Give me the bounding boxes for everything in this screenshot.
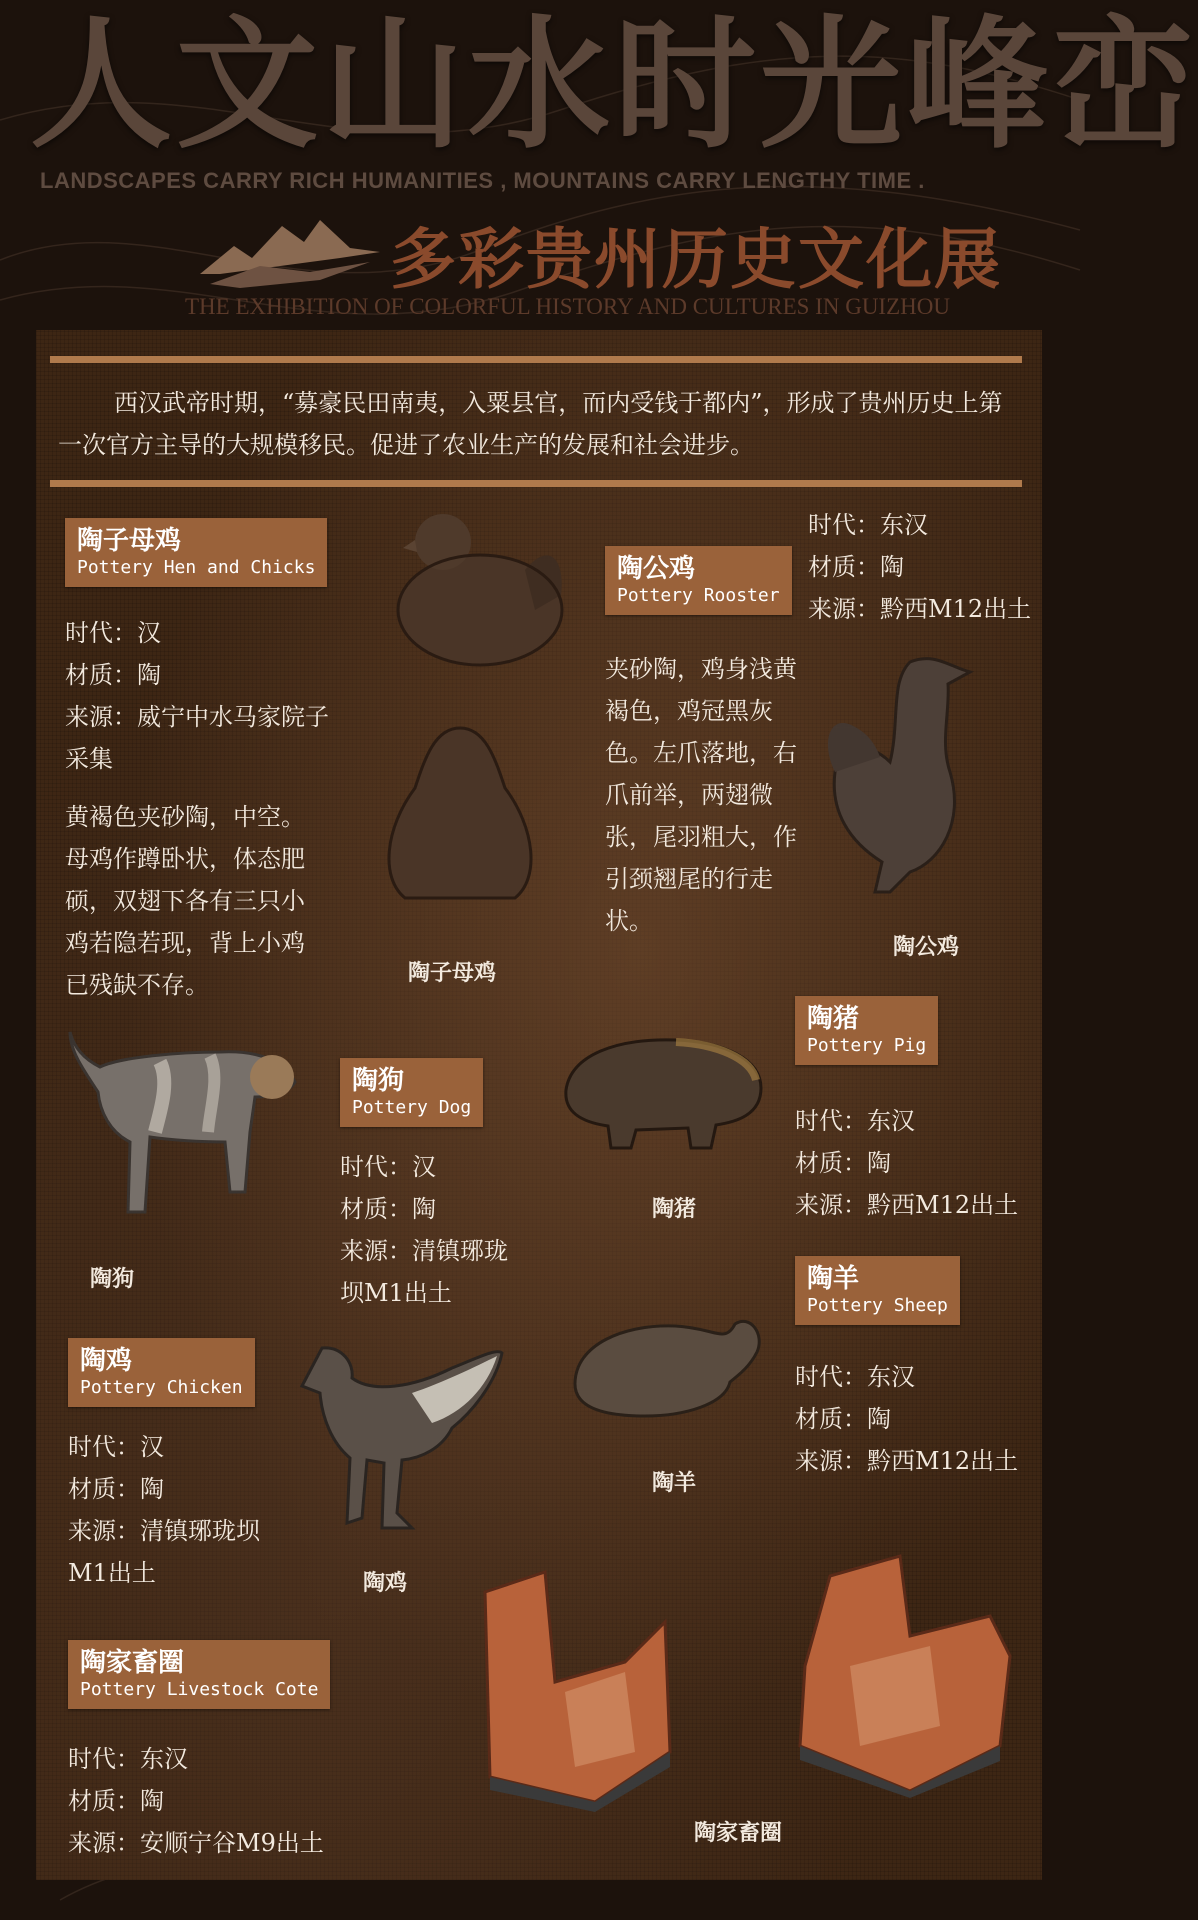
caption-pig: 陶猪 — [652, 1197, 697, 1222]
main-subtitle: LANDSCAPES CARRY RICH HUMANITIES , MOUNTAINS CARRY LENGTHY TIME . — [40, 168, 925, 193]
label-cote-cn: 陶家畜圈 — [80, 1648, 185, 1678]
label-hen-cn: 陶子母鸡 — [77, 526, 182, 556]
info-sheep — [795, 1356, 1018, 1482]
info-chicken-era: 时代：汉 — [68, 1433, 164, 1461]
label-rooster-en: Pottery Rooster — [617, 585, 780, 606]
label-cote — [68, 1640, 330, 1709]
info-pig-era: 时代：东汉 — [795, 1107, 915, 1135]
info-hen — [65, 612, 335, 780]
pottery-pig-image — [556, 1030, 766, 1150]
info-chicken-material: 材质：陶 — [68, 1475, 164, 1503]
label-rooster — [605, 546, 792, 615]
exhibition-subtitle: THE EXHIBITION OF COLORFUL HISTORY AND CULTURES IN GUIZHOU — [185, 294, 950, 319]
label-cote-en: Pottery Livestock Cote — [80, 1679, 319, 1700]
label-sheep — [795, 1256, 960, 1325]
label-pig-cn: 陶猪 — [807, 1004, 860, 1034]
info-cote — [68, 1738, 324, 1864]
label-hen-en: Pottery Hen and Chicks — [77, 557, 316, 578]
info-dog — [340, 1146, 530, 1314]
info-cote-era: 时代：东汉 — [68, 1745, 188, 1773]
caption-hen: 陶子母鸡 — [408, 961, 497, 986]
pottery-hen-back-image — [375, 718, 545, 908]
info-chicken — [68, 1426, 268, 1594]
divider-top — [50, 356, 1022, 363]
exhibition-title: 多彩贵州历史文化展 — [390, 220, 1002, 298]
info-cote-source: 来源：安顺宁谷M9出土 — [68, 1829, 324, 1857]
caption-dog: 陶狗 — [90, 1267, 135, 1292]
label-hen — [65, 518, 327, 587]
info-cote-material: 材质：陶 — [68, 1787, 164, 1815]
pottery-hen-image — [375, 500, 575, 680]
label-dog — [340, 1058, 483, 1127]
info-chicken-source: 来源：清镇琊珑坝M1出土 — [68, 1517, 260, 1587]
label-sheep-cn: 陶羊 — [807, 1264, 860, 1294]
info-rooster-material: 材质：陶 — [808, 553, 904, 581]
info-pig — [795, 1100, 1018, 1226]
info-dog-source: 来源：清镇琊珑坝M1出土 — [340, 1237, 508, 1307]
label-chicken — [68, 1338, 255, 1407]
intro-text: 西汉武帝时期，“募豪民田南夷，入粟县官，而内受钱于都内”，形成了贵州历史上第一次官方主导的大规模移民。促进了农业生产的发展和社会进步。 — [58, 389, 1003, 459]
divider-bottom — [50, 480, 1022, 487]
caption-sheep: 陶羊 — [652, 1471, 697, 1496]
mountain-logo-icon — [200, 212, 380, 288]
info-rooster — [808, 504, 1031, 630]
label-chicken-cn: 陶鸡 — [80, 1346, 133, 1376]
info-sheep-source: 来源：黔西M12出土 — [795, 1447, 1019, 1475]
label-pig — [795, 996, 938, 1065]
pottery-cote-image-2 — [790, 1546, 1015, 1796]
pottery-cote-image-1 — [475, 1562, 675, 1812]
info-rooster-source: 来源：黔西M12出土 — [808, 595, 1032, 623]
info-hen-source: 来源：威宁中水马家院子采集 — [65, 703, 329, 773]
pottery-dog-image — [60, 1022, 300, 1244]
info-hen-era: 时代：汉 — [65, 619, 161, 647]
label-chicken-en: Pottery Chicken — [80, 1377, 243, 1398]
pottery-sheep-image — [565, 1304, 765, 1424]
info-pig-source: 来源：黔西M12出土 — [795, 1191, 1019, 1219]
caption-cote: 陶家畜圈 — [694, 1821, 783, 1846]
caption-chicken: 陶鸡 — [363, 1571, 408, 1596]
label-pig-en: Pottery Pig — [807, 1035, 927, 1056]
info-dog-material: 材质：陶 — [340, 1195, 436, 1223]
info-rooster-era: 时代：东汉 — [808, 511, 928, 539]
label-dog-en: Pottery Dog — [352, 1097, 472, 1118]
info-pig-material: 材质：陶 — [795, 1149, 891, 1177]
main-title: 人文山水时光峰峦 — [30, 2, 1198, 168]
info-dog-era: 时代：汉 — [340, 1153, 436, 1181]
caption-rooster: 陶公鸡 — [893, 935, 960, 960]
info-sheep-material: 材质：陶 — [795, 1405, 891, 1433]
label-sheep-en: Pottery Sheep — [807, 1295, 948, 1316]
desc-hen: 黄褐色夹砂陶，中空。母鸡作蹲卧状，体态肥硕，双翅下各有三只小鸡若隐若现，背上小鸡已残缺不存。 — [65, 803, 305, 999]
pottery-chicken-image — [292, 1338, 504, 1538]
info-hen-material: 材质：陶 — [65, 661, 161, 689]
pottery-rooster-image — [820, 632, 995, 902]
label-rooster-cn: 陶公鸡 — [617, 554, 696, 584]
label-dog-cn: 陶狗 — [352, 1066, 405, 1096]
desc-rooster: 夹砂陶，鸡身浅黄褐色，鸡冠黑灰色。左爪落地，右爪前举，两翅微张，尾羽粗大，作引颈翘尾的行走状。 — [605, 655, 797, 935]
info-sheep-era: 时代：东汉 — [795, 1363, 915, 1391]
